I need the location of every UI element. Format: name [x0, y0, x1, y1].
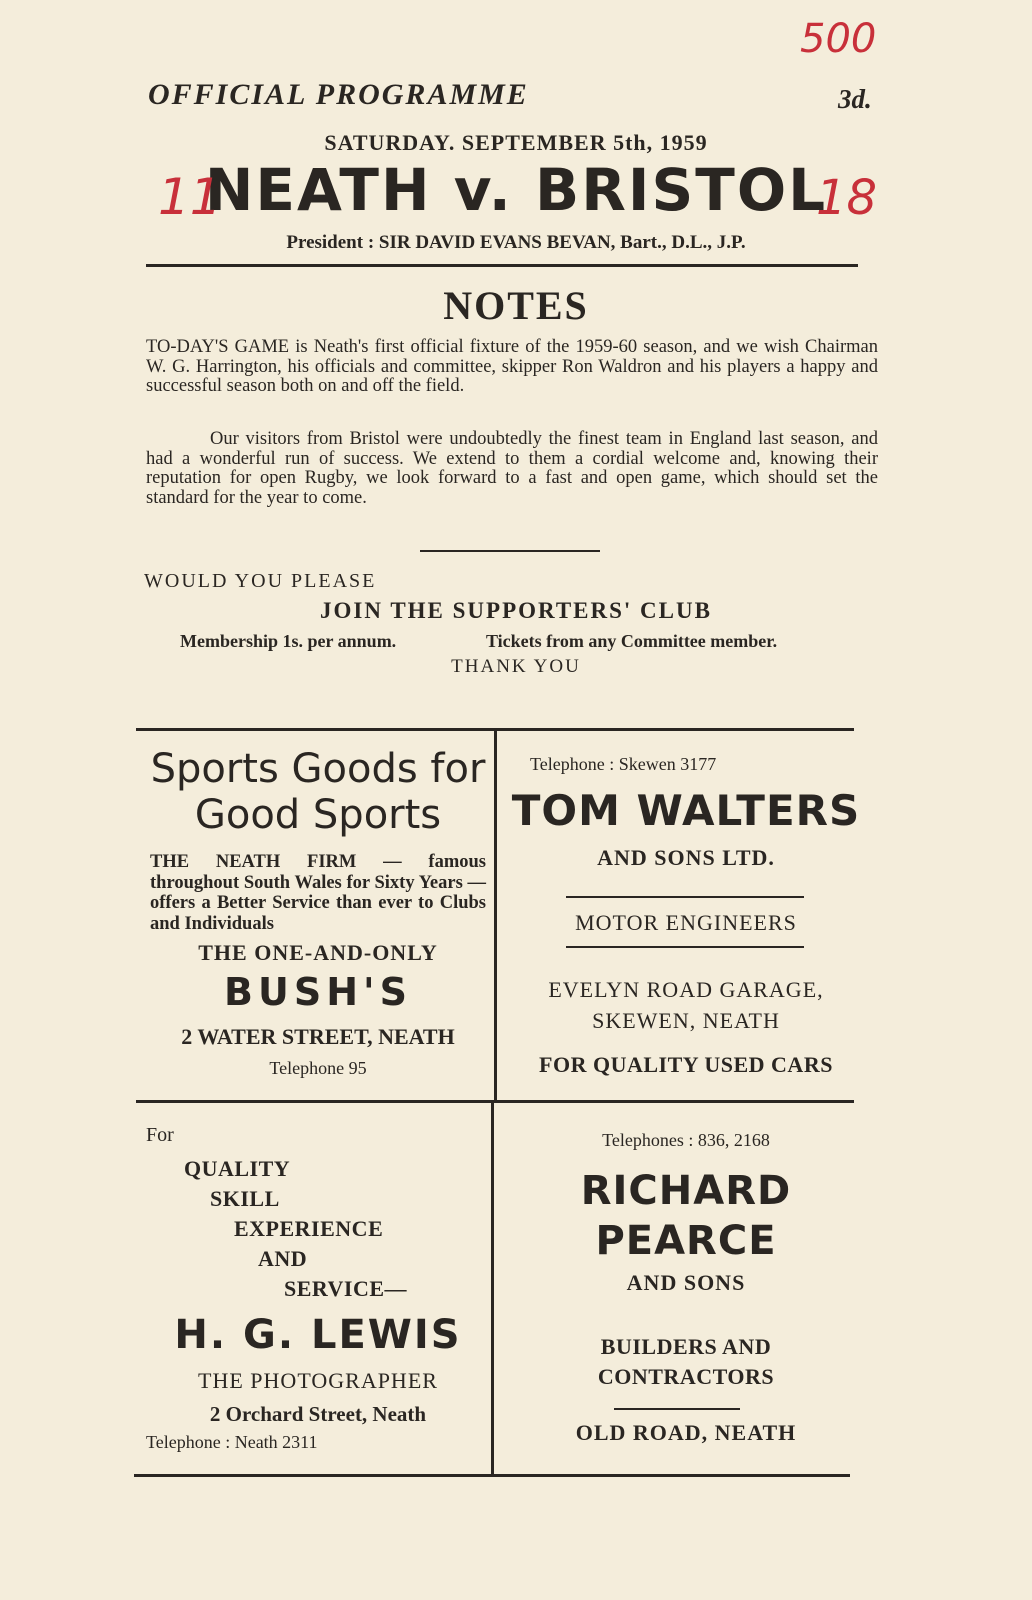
richard-pearce-trade-line-2: CONTRACTORS	[597, 1364, 775, 1389]
ads-bottom-rule	[134, 1474, 850, 1477]
supporters-thanks: THANK YOU	[451, 656, 581, 677]
supporters-join: JOIN THE SUPPORTERS' CLUB	[320, 598, 712, 623]
notes-paragraph-2: Our visitors from Bristol were undoubtedly the finest team in England last season, and had a wonderful run of success. We extend to them a cordial welcome and, knowing their reputation for open Rugby, we look forward to a fast and open game, which should set the standard for the year to come.	[146, 429, 878, 508]
tom-walters-telephone: Telephone : Skewen 3177	[530, 754, 717, 774]
tom-walters-rule-2	[566, 946, 804, 948]
ads-middle-rule	[136, 1100, 854, 1103]
header-divider	[146, 264, 858, 267]
richard-pearce-name-line-1: RICHARD	[580, 1168, 792, 1214]
programme-price: 3d.	[838, 84, 872, 114]
president-line: President : SIR DAVID EVANS BEVAN, Bart., D.L., J.P.	[286, 232, 746, 253]
bushs-title-line-1: Sports Goods for	[150, 746, 486, 792]
bushs-telephone: Telephone 95	[269, 1058, 367, 1078]
tom-walters-address	[506, 974, 866, 1036]
tom-walters-trade: MOTOR ENGINEERS	[575, 910, 797, 935]
richard-pearce-rule	[614, 1408, 740, 1410]
richard-pearce-sub: AND SONS	[626, 1270, 746, 1295]
notes-divider	[420, 550, 600, 552]
hg-lewis-line-quality: QUALITY	[184, 1156, 291, 1181]
tom-walters-address-line-1: EVELYN ROAD GARAGE,	[548, 977, 824, 1002]
tom-walters-slogan: FOR QUALITY USED CARS	[539, 1052, 833, 1077]
hg-lewis-telephone: Telephone : Neath 2311	[146, 1432, 318, 1452]
tom-walters-name: TOM WALTERS	[511, 786, 861, 835]
supporters-prompt: WOULD YOU PLEASE	[144, 570, 377, 592]
hg-lewis-trade: THE PHOTOGRAPHER	[198, 1368, 438, 1393]
richard-pearce-telephone: Telephones : 836, 2168	[602, 1130, 770, 1150]
richard-pearce-name	[506, 1166, 866, 1266]
handwritten-note: 500	[800, 16, 877, 62]
tom-walters-rule-1	[566, 896, 804, 898]
hg-lewis-line-experience: EXPERIENCE	[234, 1216, 384, 1241]
handwritten-home-score: 11	[158, 168, 222, 226]
tom-walters-address-line-2: SKEWEN, NEATH	[592, 1008, 780, 1033]
hg-lewis-name: H. G. LEWIS	[174, 1312, 462, 1358]
hg-lewis-line-skill: SKILL	[210, 1186, 280, 1211]
bushs-address: 2 WATER STREET, NEATH	[181, 1024, 455, 1049]
supporters-tickets: Tickets from any Committee member.	[486, 631, 778, 651]
hg-lewis-address: 2 Orchard Street, Neath	[209, 1402, 427, 1426]
programme-title: OFFICIAL PROGRAMME	[148, 78, 529, 111]
notes-heading: NOTES	[443, 283, 589, 328]
bushs-tagline: THE ONE-AND-ONLY	[198, 940, 438, 965]
richard-pearce-name-line-2: PEARCE	[595, 1218, 777, 1264]
bushs-title	[140, 746, 496, 838]
notes-paragraph-1: TO-DAY'S GAME is Neath's first official fixture of the 1959-60 season, and we wish Chairman W. G. Harrington, his officials and committee, skipper Ron Waldron and his players a happy and successful season both on and off the field.	[146, 337, 878, 396]
bushs-title-line-2: Good Sports	[194, 792, 442, 838]
supporters-membership: Membership 1s. per annum.	[180, 631, 397, 651]
hg-lewis-line-service: SERVICE—	[284, 1276, 408, 1301]
richard-pearce-trade	[506, 1332, 866, 1392]
handwritten-away-score: 18	[816, 170, 878, 226]
bushs-body: THE NEATH FIRM — famous throughout South Wales for Sixty Years — offers a Better Service than ever to Clubs and Individuals	[150, 852, 486, 934]
hg-lewis-line-and: AND	[258, 1246, 308, 1271]
match-date: SATURDAY. SEPTEMBER 5th, 1959	[324, 130, 708, 155]
bushs-name: BUSH'S	[224, 970, 412, 1014]
match-title: NEATH v. BRISTOL	[204, 156, 828, 224]
richard-pearce-address: OLD ROAD, NEATH	[575, 1420, 797, 1445]
hg-lewis-for: For	[146, 1124, 174, 1146]
tom-walters-sub: AND SONS LTD.	[597, 845, 775, 870]
richard-pearce-trade-line-1: BUILDERS AND	[600, 1334, 772, 1359]
